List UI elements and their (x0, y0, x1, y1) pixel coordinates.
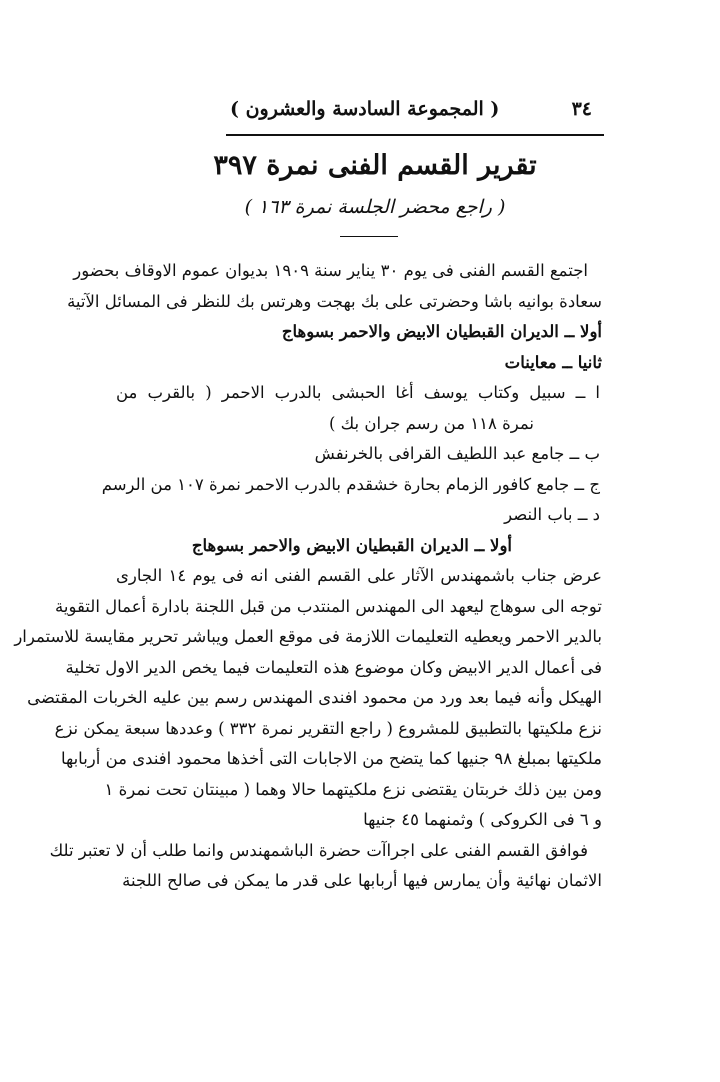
body-line: ومن بين ذلك خربتان يقتضى نزع ملكيتهما حالا وهما ( مبينتان تحت نمرة ١ (104, 779, 602, 799)
body-line: عرض جناب باشمهندس الآثار على القسم الفنى انه فى يوم ١٤ الجارى (116, 566, 602, 585)
inspection-item-a: ا ــ سبيل وكتاب يوسف أغا الحبشى بالدرب الاحمر ( بالقرب من (116, 383, 600, 402)
report-body (14, 256, 602, 897)
section-heading-first: أولا ــ الديران القبطيان الابيض والاحمر بسوهاج (191, 535, 512, 555)
inspection-item-d: د ــ باب النصر (504, 505, 600, 524)
agenda-item-second: ثانيا ــ معاينات (504, 352, 602, 372)
body-line: فى أعمال الدير الابيض وكان موضوع هذه التعليمات فيما يخص الدير الاول تخلية (65, 657, 602, 677)
inspection-item-c: ج ــ جامع كافور الزمام بحارة خشقدم بالدرب الاحمر نمرة ١٠٧ من الرسم (101, 474, 600, 494)
agenda-item-first: أولا ــ الديران القبطيان الابيض والاحمر بسوهاج (281, 322, 602, 341)
inspection-item-b: ب ــ جامع عبد اللطيف القرافى بالخرنفش (314, 444, 600, 463)
body-line: الهيكل وأنه فيما بعد ورد من محمود افندى المهندس رسم بين عليه الخربات المقتضى (27, 688, 602, 707)
inspection-item-a-cont: نمرة ١١٨ من رسم جران بك ) (328, 413, 534, 433)
body-line: الاثمان نهائية وأن يمارس فيها أربابها على قدر ما يمكن فى صالح اللجنة (122, 871, 602, 890)
body-line: بالدير الاحمر ويعطيه التعليمات اللازمة فى موقع العمل ويباشر تحرير مقايسة للاستمرار (14, 627, 602, 646)
body-line: و ٦ فى الكروكى ) وثمنهما ٤٥ جنيها (363, 810, 602, 829)
section-title: ( المجموعة السادسة والعشرون ) (230, 98, 500, 120)
body-line: توجه الى سوهاج ليعهد الى المهندس المنتدب من قبل اللجنة بادارة أعمال التقوية (55, 596, 602, 616)
page-number: ٣٤ (571, 98, 592, 120)
title-divider (340, 236, 398, 237)
header-divider (226, 134, 604, 136)
body-line: فوافق القسم الفنى على اجراآت حضرة الباشمهندس وانما طلب أن لا تعتبر تلك (49, 840, 588, 860)
body-line: ملكيتها بمبلغ ٩٨ جنيها كما يتضح من الاجابات التى أخذها محمود افندى من أربابها (60, 749, 602, 768)
body-line: اجتمع القسم الفنى فى يوم ٣٠ يناير سنة ١٩٠٩ بديوان عموم الاوقاف بحضور (73, 261, 588, 280)
running-header (230, 92, 592, 126)
body-line: نزع ملكيتها بالتطبيق للمشروع ( راجع التقرير نمرة ٣٣٢ ) وعددها سبعة يمكن نزع (54, 718, 602, 738)
report-subtitle: ( راجع محضر الجلسة نمرة ١٦٣ ) (244, 196, 506, 218)
report-title: تقرير القسم الفنى نمرة ٣٩٧ (213, 150, 537, 181)
body-line: سعادة بوانيه باشا وحضرتى على بك بهجت وهرتس بك للنظر فى المسائل الآتية (67, 291, 602, 311)
